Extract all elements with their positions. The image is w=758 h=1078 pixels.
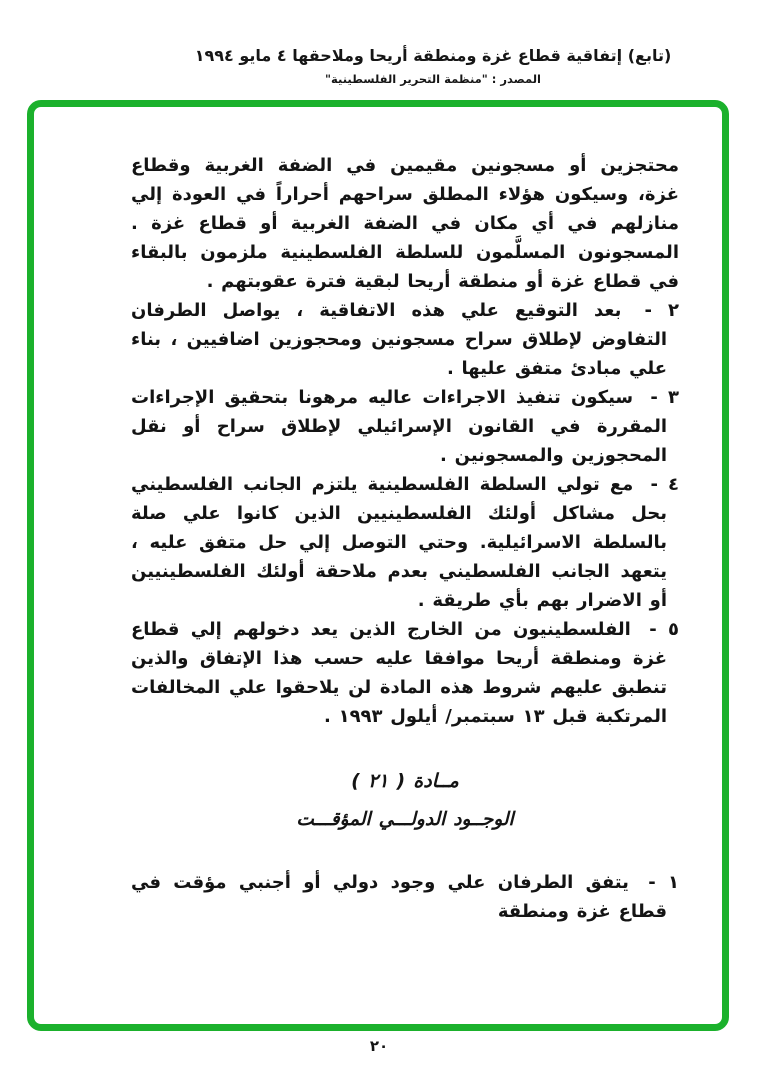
document-body xyxy=(131,151,679,926)
list-item-2 xyxy=(131,296,679,383)
item-text: الفلسطينيون من الخارج الذين يعد دخولهم إلي قطاع غزة ومنطقة أريحا موافقا عليه حسب هذا الإتفاق والذين تنطبق عليهم شروط هذه المادة لن يلاحقوا علي المخالفات المرتكبة قبل ١٣ سبتمبر/ أيلول ١٩٩٣ . xyxy=(131,619,667,727)
document-title: (تابع) إتفاقية قطاع غزة ومنطقة أريحا وملاحقها ٤ مايو ١٩٩٤ xyxy=(194,46,672,65)
list-item-4 xyxy=(131,470,679,615)
document-source-line: المصدر : "منظمة التحرير الفلسطينية" xyxy=(325,72,541,86)
continuation-paragraph: محتجزين أو مسجونين مقيمين في الضفة الغربية وقطاع غزة، وسيكون هؤلاء المطلق سراحهم أحراراً في العودة إلي منازلهم في أي مكان في الضفة الغربية أو قطاع غزة . المسجونون المسلَّمون للسلطة الفلسطينية ملزمون بالبقاء في قطاع غزة أو منطقة أريحا لبقية فترة عقوبتهم . xyxy=(131,155,679,292)
item-number: ٥ - xyxy=(649,619,679,640)
item-text: يتفق الطرفان علي وجود دولي أو أجنبي مؤقت في قطاع غزة ومنطقة xyxy=(131,872,667,922)
article-number-title: مــادة ( ٢١ ) xyxy=(351,770,459,792)
item-number: ١ - xyxy=(648,872,679,893)
item-text: سيكون تنفيذ الاجراءات عاليه مرهونا بتحقيق الإجراءات المقررة في القانون الإسرائيلي لإطلاق سراح أو نقل المحجوزين والمسجونين . xyxy=(131,387,667,466)
item-text: مع تولي السلطة الفلسطينية يلتزم الجانب الفلسطيني بحل مشاكل أولئك الفلسطينيين الذين كانوا علي صلة بالسلطة الاسرائيلية. وحتي التوصل إلي حل متفق عليه ، يتعهد الجانب الفلسطيني بعدم ملاحقة أولئك الفلسطينيين أو الاضرار بهم بأي طريقة . xyxy=(131,474,667,611)
page-number: ٢٠ xyxy=(369,1037,389,1055)
document-header xyxy=(54,46,758,86)
article-list-item-1 xyxy=(131,868,679,926)
item-text: بعد التوقيع علي هذه الاتفاقية ، يواصل الطرفان التفاوض لإطلاق سراح مسجونين ومحجوزين اضافيين ، بناء علي مبادئ متفق عليها . xyxy=(131,300,667,379)
item-number: ٣ - xyxy=(650,387,679,408)
list-item-5 xyxy=(131,615,679,731)
item-number: ٢ - xyxy=(644,300,679,321)
article-heading xyxy=(131,766,679,835)
list-item-3 xyxy=(131,383,679,470)
article-subtitle: الوجــود الدولـــي المؤقـــت xyxy=(296,809,514,830)
item-number: ٤ - xyxy=(650,474,679,495)
